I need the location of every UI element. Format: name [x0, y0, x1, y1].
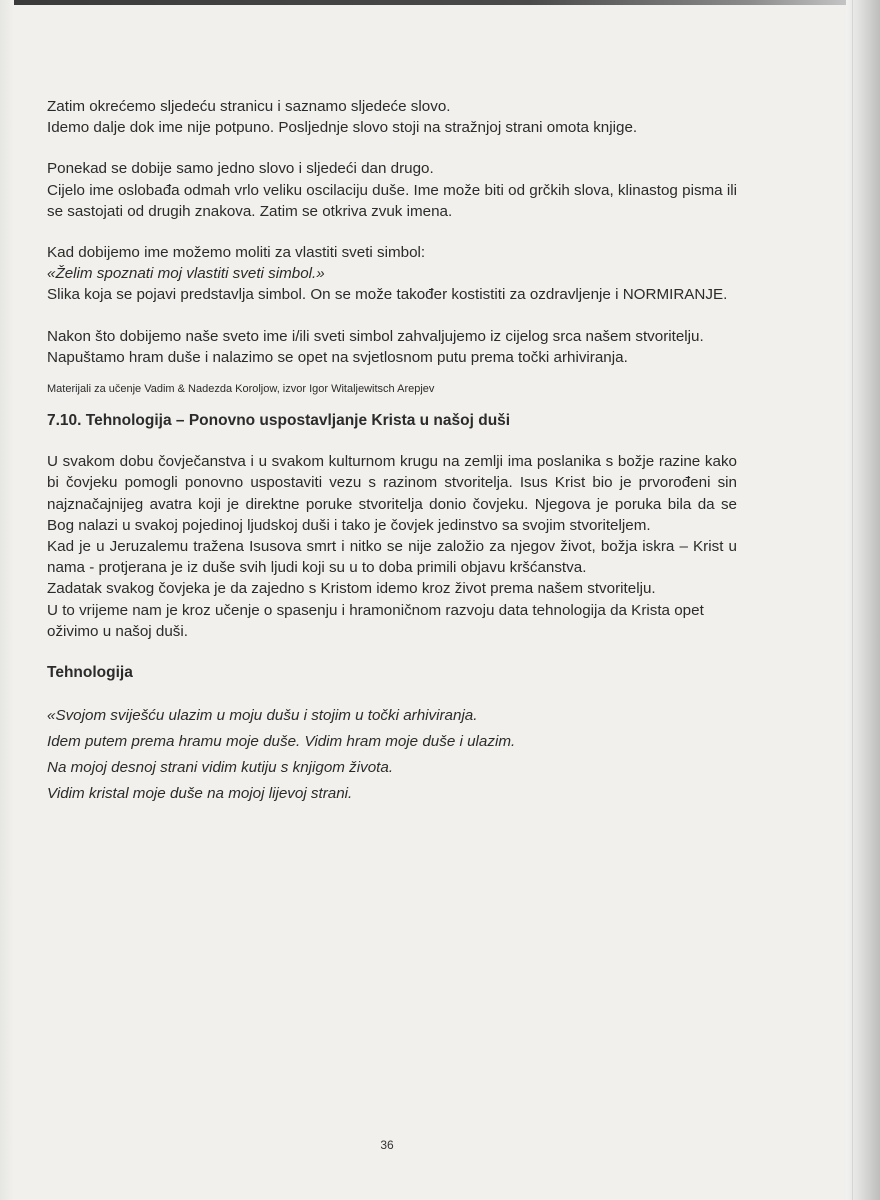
section-heading: 7.10. Tehnologija – Ponovno uspostavljanje Krista u našoj duši	[47, 412, 511, 430]
paragraph-gap	[47, 431, 737, 451]
paragraph: Nakon što dobijemo naše sveto ime i/ili sveti simbol zahvaljujemo iz cijelog srca našem stvoritelju.	[47, 327, 704, 345]
text-line: Ponekad se dobije samo jedno slovo i sljedeći dan drugo.	[47, 160, 434, 178]
meditation-line: «Svojom sviješću ulazim u moju dušu i stojim u točki arhiviranja.	[47, 707, 478, 725]
paragraph-gap	[47, 396, 737, 410]
text-line: Kad dobijemo ime možemo moliti za vlastiti sveti simbol:	[47, 244, 426, 262]
paragraph: Kad je u Jeruzalemu tražena Isusova smrt i nitko se nije založio za njegov život, božja iskra – Krist u nama - protjerana je iz duše svih ljudi koji su u to doba primili objavu kršćanstva.	[47, 538, 737, 577]
paragraph: Cijelo ime oslobađa odmah vrlo veliku oscilaciju duše. Ime može biti od grčkih slova, klinastog pisma ili se sastojati od drugih znakova. Zatim se otkriva zvuk imena.	[47, 181, 737, 220]
paragraph-gap	[47, 683, 737, 703]
paragraph-gap	[47, 368, 737, 382]
prayer-line: «Želim spoznati moj vlastiti sveti simbol.»	[47, 265, 325, 283]
scan-top-rule	[0, 0, 880, 5]
book-page-edge	[846, 0, 880, 1200]
paragraph-gap	[47, 138, 737, 158]
paragraph: U svakom dobu čovječanstva i u svakom kulturnom krugu na zemlji ima poslanika s božje razine kako bi čovjeku pomogli ponovno uspostaviti vezu s razinom stvoritelja. Isus Krist bio je prvorođeni sin najznačajnijeg avatra koji je direktne poruke stvoritelja donio čovjeku. Njegova je poruka bila da se Bog nalazi u svakoj pojedinoj ljudskoj duši i tako je čovjek jedinstvo sa svojim stvoriteljem.	[47, 453, 737, 534]
scan-left-edge	[0, 0, 14, 1200]
paragraph: Slika koja se pojavi predstavlja simbol. On se može također kostistiti za ozdravljenje i NORMIRANJE.	[47, 286, 728, 304]
text-line: Zatim okrećemo sljedeću stranicu i saznamo sljedeće slovo.	[47, 98, 451, 115]
text-line: Napuštamo hram duše i nalazimo se opet na svjetlosnom putu prema točki arhiviranja.	[47, 348, 628, 366]
paragraph-gap	[47, 642, 737, 662]
page-content	[47, 96, 737, 807]
sub-heading: Tehnologija	[47, 664, 133, 682]
source-credit: Materijali za učenje Vadim & Nadezda Koroljow, izvor Igor Witaljewitsch Arepjev	[47, 383, 435, 396]
text-line: Zadatak svakog čovjeka je da zajedno s Kristom idemo kroz život prema našem stvoritelju.	[47, 580, 656, 598]
meditation-line: Vidim kristal moje duše na mojoj lijevoj strani.	[47, 785, 353, 803]
paragraph: U to vrijeme nam je kroz učenje o spasenju i hramoničnom razvoju data tehnologija da Krista opet oživimo u našoj duši.	[47, 601, 704, 640]
text-line: Idemo dalje dok ime nije potpuno. Posljednje slovo stoji na stražnjoj strani omota knjige.	[47, 119, 638, 137]
meditation-line: Idem putem prema hramu moje duše. Vidim hram moje duše i ulazim.	[47, 733, 516, 751]
page-number: 36	[380, 1138, 394, 1152]
meditation-line: Na mojoj desnoj strani vidim kutiju s knjigom života.	[47, 759, 394, 777]
paragraph-gap	[47, 222, 737, 242]
paragraph-gap	[47, 306, 737, 326]
